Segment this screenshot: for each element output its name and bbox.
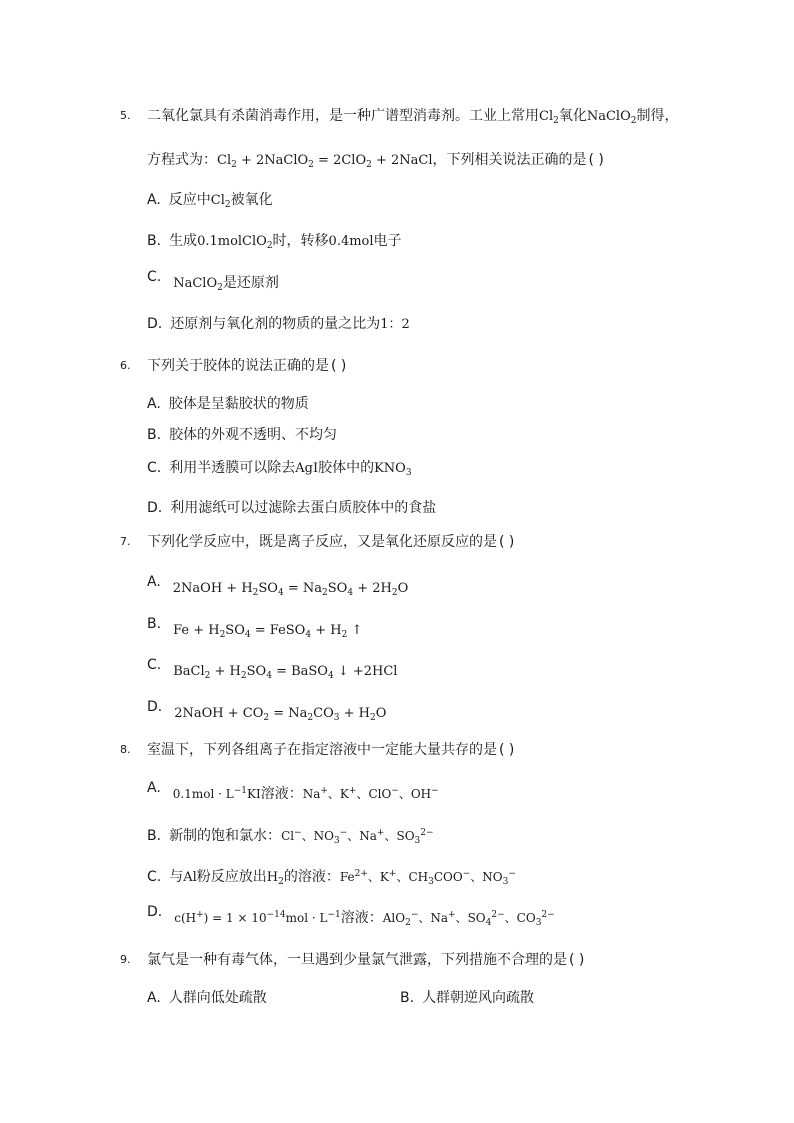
option-c: C. 利用半透膜可以除去AgI胶体中的$KNO_3$	[147, 460, 412, 478]
option-a: A. 胶体是呈黏胶状的物质	[147, 396, 309, 412]
option-a: A. 反应中$Cl_2$被氧化	[147, 192, 273, 210]
option-b: B. 人群朝逆风向疏散	[400, 990, 535, 1006]
question-stem: 下列关于胶体的说法正确的是 ( )	[147, 358, 347, 374]
answer-blank: ( )	[588, 152, 604, 168]
question-stem-line2: 方程式为：$Cl_2$ + 2NaClO$_2$ = 2ClO$_2$ + 2NaCl，下列相关说法正确的是 ( )	[147, 152, 604, 170]
question-number: 7.	[120, 535, 131, 548]
question-stem-line1: 二氧化氯具有杀菌消毒作用，是一种广谱型消毒剂。工业上常用$Cl_2$氧化NaClO$_2$制得，	[147, 108, 679, 126]
answer-blank: ( )	[569, 952, 585, 968]
answer-blank: ( )	[331, 358, 347, 374]
option-a: A. 人群向低处疏散	[147, 990, 267, 1006]
question-number: 9.	[120, 953, 131, 966]
option-c: C. BaCl$_2$ + $H_2SO_4$ = BaSO$_4$ ↓ +2HCl	[147, 657, 398, 681]
option-a: A. $0.1mol \cdot L^{-1}KI$溶液：Na+、K+、ClO−、OH−	[147, 780, 439, 802]
answer-blank: ( )	[499, 742, 515, 758]
option-d: D. 2NaOH + $CO_2 = Na_2CO_3 + H_2O$	[147, 699, 387, 723]
option-b: B. $Fe + H_2SO_4$ = FeSO$_4$ + $H_2$ ↑	[147, 616, 363, 640]
question-stem: 下列化学反应中，既是离子反应，又是氧化还原反应的是 ( )	[147, 534, 515, 550]
option-c: C. NaClO$_2$是还原剂	[147, 269, 279, 293]
option-c: C. 与Al粉反应放出$H_2$的溶液：$Fe^{2+}$、K+、$CH_3COO^-$、$NO_3^-$	[147, 869, 516, 887]
option-d: D. 还原剂与氧化剂的物质的量之比为1：2	[147, 316, 410, 332]
option-d: D. $c(H^+) = 1 \times 10^{-14}mol \cdot L^{-1}$溶液：AlO$_2$−、Na+、$SO_4^{2-}$、$CO_3^{2-}$	[147, 904, 555, 928]
answer-blank: ( )	[499, 534, 515, 550]
equation: $Cl_2$ + 2NaClO$_2$ = 2ClO$_2$ + 2NaCl	[217, 153, 433, 170]
question-number: 8.	[120, 743, 131, 756]
question-number: 6.	[120, 359, 131, 372]
option-d: D. 利用滤纸可以过滤除去蛋白质胶体中的食盐	[147, 500, 437, 516]
question-stem: 氯气是一种有毒气体，一旦遇到少量氯气泄露，下列措施不合理的是 ( )	[147, 952, 585, 968]
question-stem: 室温下，下列各组离子在指定溶液中一定能大量共存的是 ( )	[147, 742, 515, 758]
option-a: A. 2NaOH + $H_2SO_4 = Na_2SO_4 + 2H_2O$	[147, 574, 409, 598]
option-b: B. 生成0.1molClO$_2$时，转移0.4mol电子	[147, 233, 402, 251]
option-b: B. 胶体的外观不透明、不均匀	[147, 427, 338, 443]
option-b: B. 新制的饱和氯水：Cl−、$NO_3^-$、Na+、$SO_3^{2-}$	[147, 828, 434, 846]
question-number: 5.	[120, 109, 131, 122]
